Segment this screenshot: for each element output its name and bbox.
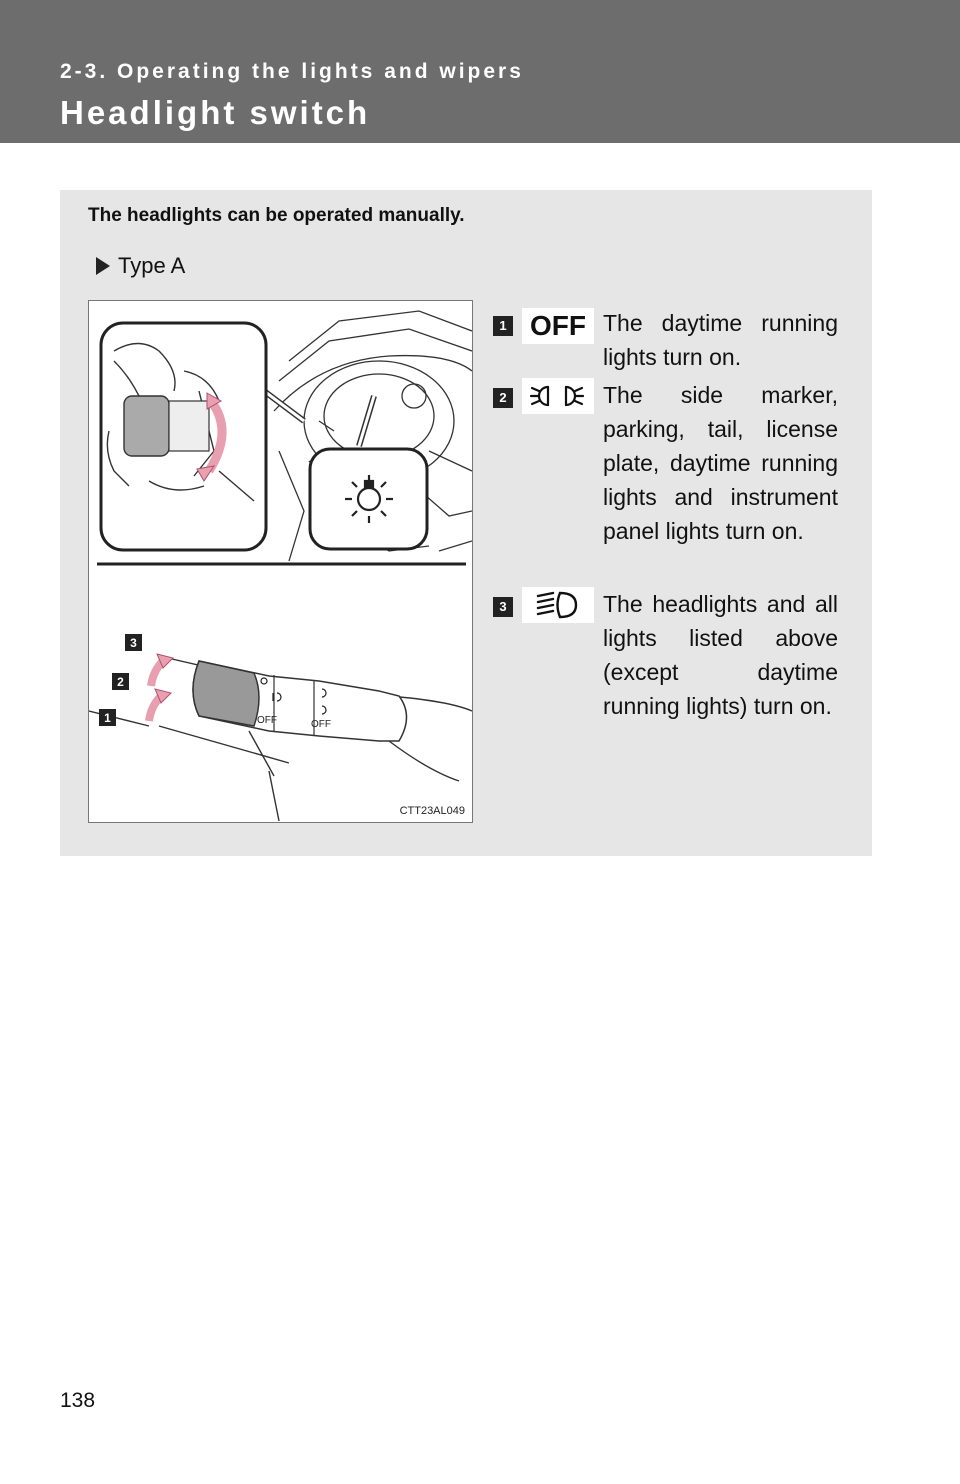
type-label: Type A [118,253,186,278]
item-text: The side marker, parking, tail, license plate, daytime running lights and instrument panel lights turn on. [603,382,838,544]
item-number: 3 [493,597,513,617]
triangle-bullet-icon [96,257,110,275]
figure-code: CTT23AL049 [399,805,465,817]
lever-off-label-2: OFF [311,719,331,730]
item-text: The daytime running lights turn on. [603,310,838,370]
off-text-icon [522,308,594,344]
off-icon-label: OFF [530,310,586,341]
type-heading [96,253,185,279]
page-header [0,0,960,143]
lever-off-label: OFF [257,715,277,726]
svg-text:1: 1 [104,711,111,725]
page-title: Headlight switch [60,94,371,131]
section-title: 2-3. Operating the lights and wipers [60,60,524,83]
intro-text: The headlights can be operated manually. [88,205,465,226]
side-marker-light-icon [522,378,594,414]
headlight-switch-figure [88,300,473,823]
item-text: The headlights and all lights listed above (except daytime running lights) turn on. [603,591,838,719]
headlight-icon [522,587,594,623]
svg-text:2: 2 [117,675,124,689]
page-number: 138 [60,1389,96,1412]
switch-illustration [89,301,472,822]
item-number: 2 [493,388,513,408]
svg-text:3: 3 [130,636,137,650]
item-number: 1 [493,316,513,336]
